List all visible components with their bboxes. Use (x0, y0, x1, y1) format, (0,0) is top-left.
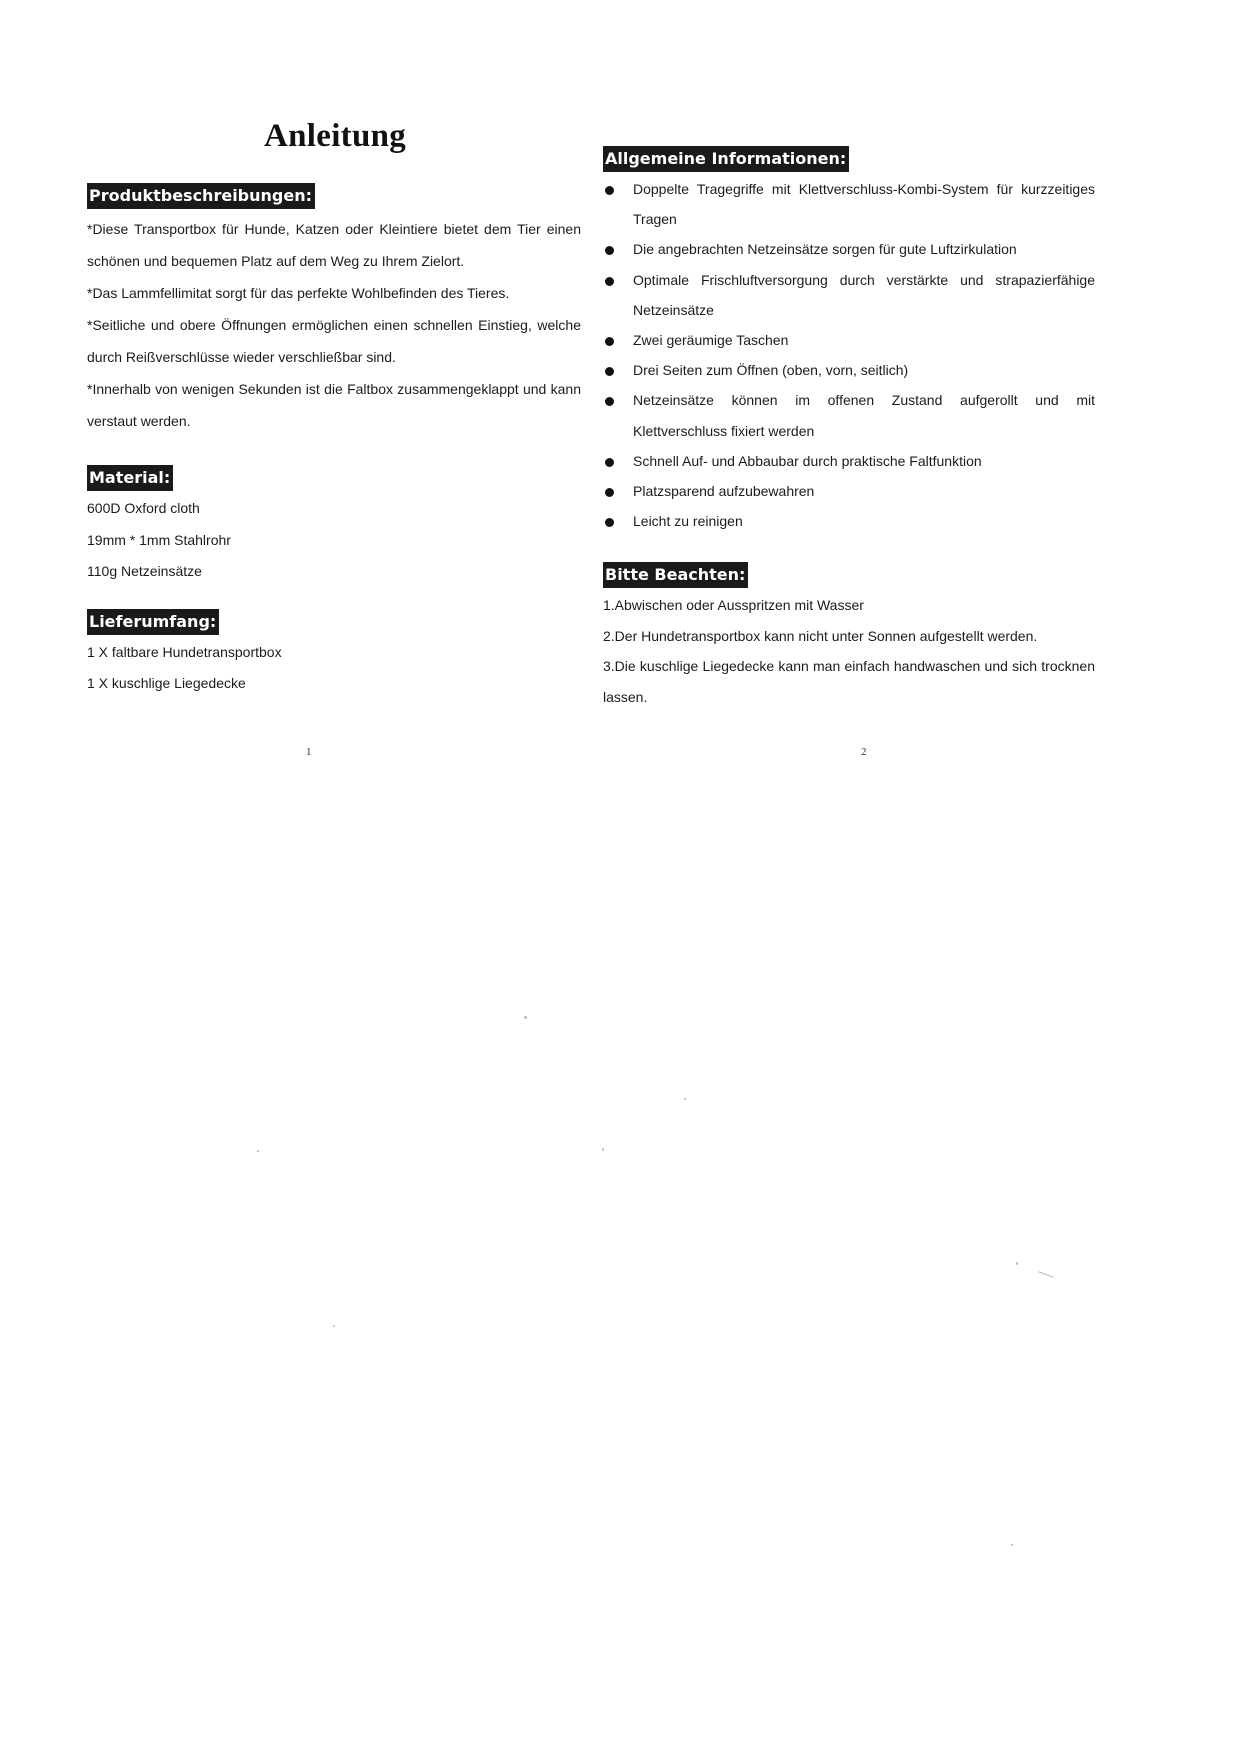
right-column (603, 146, 1095, 712)
list-item: 1 X faltbare Hundetransportbox (87, 643, 282, 660)
bullet-icon (605, 277, 614, 286)
paragraph: *Das Lammfellimitat sorgt für das perfekte Wohlbefinden des Tieres. (87, 285, 510, 301)
scan-speck (684, 1098, 686, 1100)
list-item: Zwei geräumige Taschen (603, 325, 1095, 355)
list-item: 19mm * 1mm Stahlrohr (87, 531, 231, 548)
left-column (87, 115, 581, 700)
bullet-icon (605, 488, 614, 497)
page-number: 1 (306, 746, 312, 758)
scan-speck (1038, 1271, 1053, 1277)
list-item: 110g Netzeinsätze (87, 563, 202, 579)
list-item: Drei Seiten zum Öffnen (oben, vorn, seitlich) (603, 355, 1095, 385)
list-item: Schnell Auf- und Abbaubar durch praktische Faltfunktion (603, 446, 1095, 476)
bullet-icon (605, 397, 614, 406)
heading-lieferumfang: Lieferumfang: (87, 609, 219, 635)
list-item: Die angebrachten Netzeinsätze sorgen für gute Luftzirkulation (603, 234, 1095, 264)
list-item: Optimale Frischluftversorgung durch verstärkte und strapazierfähige Netzeinsätze (603, 265, 1095, 325)
heading-bitte-beachten: Bitte Beachten: (603, 562, 748, 588)
heading-material: Material: (87, 465, 173, 491)
bullet-icon (605, 186, 614, 195)
bullet-icon (605, 367, 614, 376)
paragraph: *Seitliche und obere Öffnungen ermöglichen einen schnellen Einstieg, welche durch Reißverschlüsse wieder verschließbar sind. (87, 317, 581, 365)
scan-speck (257, 1150, 259, 1152)
list-item: Platzsparend aufzubewahren (603, 476, 1095, 506)
info-list (603, 174, 1095, 536)
bullet-icon (605, 337, 614, 346)
bullet-icon (605, 518, 614, 527)
list-item: Doppelte Tragegriffe mit Klettverschluss-Kombi-System für kurzzeitiges Tragen (603, 174, 1095, 234)
scan-speck (1016, 1262, 1018, 1265)
bullet-icon (605, 246, 614, 255)
paragraph: *Innerhalb von wenigen Sekunden ist die Faltbox zusammengeklappt und kann verstaut werden. (87, 381, 581, 429)
heading-produktbeschreibungen: Produktbeschreibungen: (87, 183, 315, 209)
bullet-icon (605, 458, 614, 467)
list-item: 1.Abwischen oder Ausspritzen mit Wasser (603, 597, 864, 614)
paragraph: *Diese Transportbox für Hunde, Katzen oder Kleintiere bietet dem Tier einen schönen und bequemen Platz auf dem Weg zu Ihrem Zielort. (87, 221, 581, 269)
list-item: Leicht zu reinigen (603, 506, 1095, 536)
list-item: 2.Der Hundetransportbox kann nicht unter Sonnen aufgestellt werden. (603, 627, 1038, 644)
heading-allgemeine-informationen: Allgemeine Informationen: (603, 146, 849, 172)
list-item: Netzeinsätze können im offenen Zustand aufgerollt und mit Klettverschluss fixiert werden (603, 385, 1095, 445)
list-item: 1 X kuschlige Liegedecke (87, 675, 246, 691)
page-title: Anleitung (264, 118, 407, 154)
list-item: 600D Oxford cloth (87, 500, 200, 516)
page-number: 2 (861, 746, 867, 758)
scan-speck (524, 1016, 527, 1019)
scan-speck (602, 1148, 604, 1151)
scan-speck (333, 1325, 335, 1327)
list-item: 3.Die kuschlige Liegedecke kann man einfach handwaschen und sich trocknen lassen. (603, 658, 1095, 705)
scan-speck (1011, 1544, 1013, 1546)
